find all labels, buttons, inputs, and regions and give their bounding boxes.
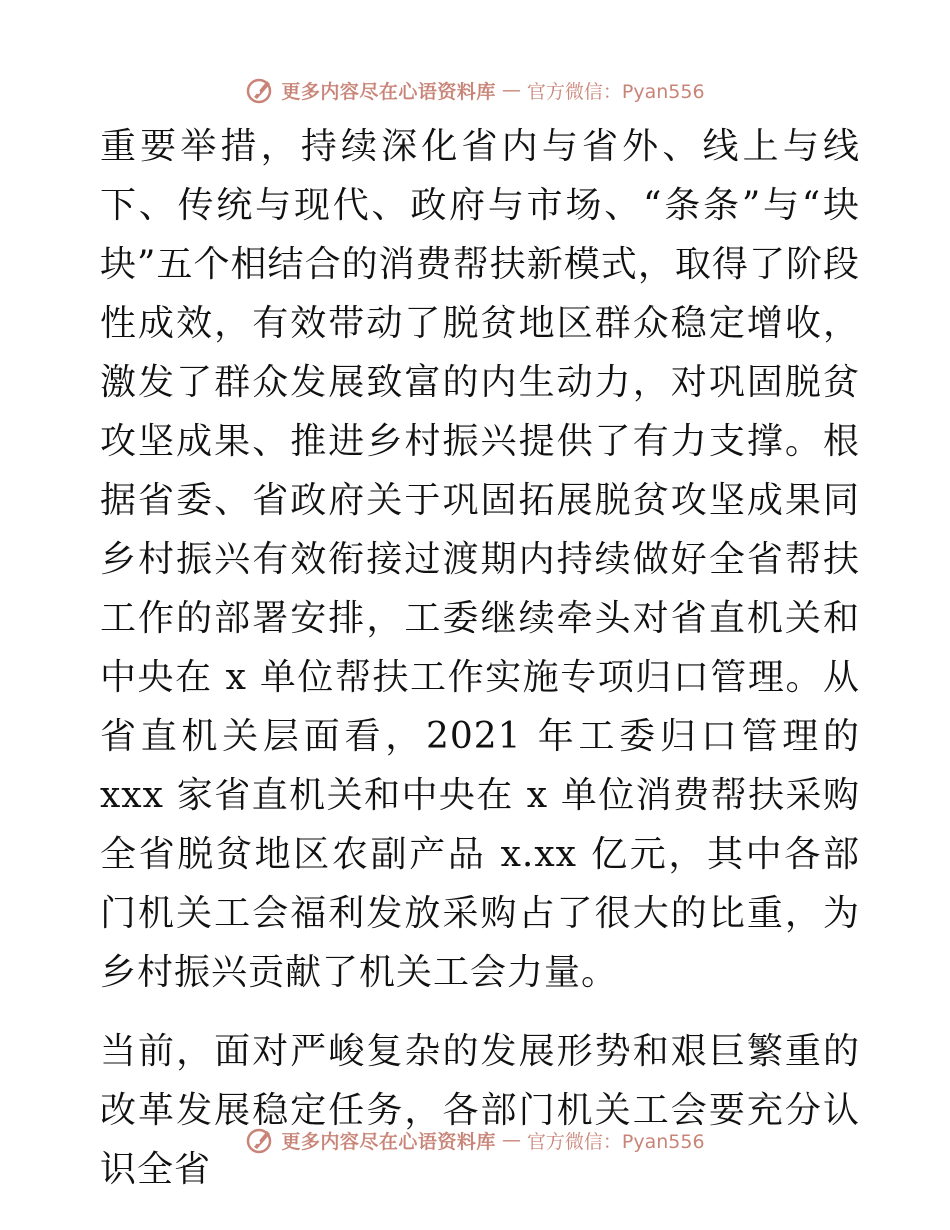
watermark-separator: — bbox=[501, 1129, 521, 1151]
paragraph-2: 当前，面对严峻复杂的发展形势和艰巨繁重的改革发展稳定任务，各部门机关工会要充分认识全省 bbox=[100, 1031, 860, 1190]
quill-circle-icon bbox=[245, 1125, 275, 1155]
paragraph-1: 重要举措，持续深化省内与省外、线上与线下、传统与现代、政府与市场、“条条”与“块块”五个相结合的消费帮扶新模式，取得了阶段性成效，有效带动了脱贫地区群众稳定增收，激发了群众发展致富的内生动力，对巩固脱贫攻坚成果、推进乡村振兴提供了有力支撑。根据省委、省政府关于巩固拓展脱贫攻坚成果同乡村振兴有效衔接过渡期内持续做好全省帮扶工作的部署安排，工委继续牵头对省直机关和中央在 x 单位帮扶工作实施专项归口管理。从省直机关层面看，2021 年工委归口管理的 xxx 家省直机关和中央在 x 单位消费帮扶采购全省脱贫地区农副产品 x.xx 亿元，其中各部门机关工会福利发放采购占了很大的比重，为乡村振兴贡献了机关工会力量。 bbox=[100, 126, 860, 993]
watermark-contact: 官方微信：Pyan556 bbox=[526, 80, 705, 103]
watermark-site-name: 更多内容尽在心语资料库 bbox=[281, 1130, 496, 1153]
watermark-site-name: 更多内容尽在心语资料库 bbox=[281, 80, 496, 103]
footer-watermark bbox=[0, 1120, 950, 1160]
document-body bbox=[100, 117, 860, 1199]
quill-circle-icon bbox=[245, 75, 275, 105]
watermark-contact: 官方微信：Pyan556 bbox=[526, 1130, 705, 1153]
header-watermark bbox=[0, 70, 950, 110]
watermark-separator: — bbox=[501, 79, 521, 101]
